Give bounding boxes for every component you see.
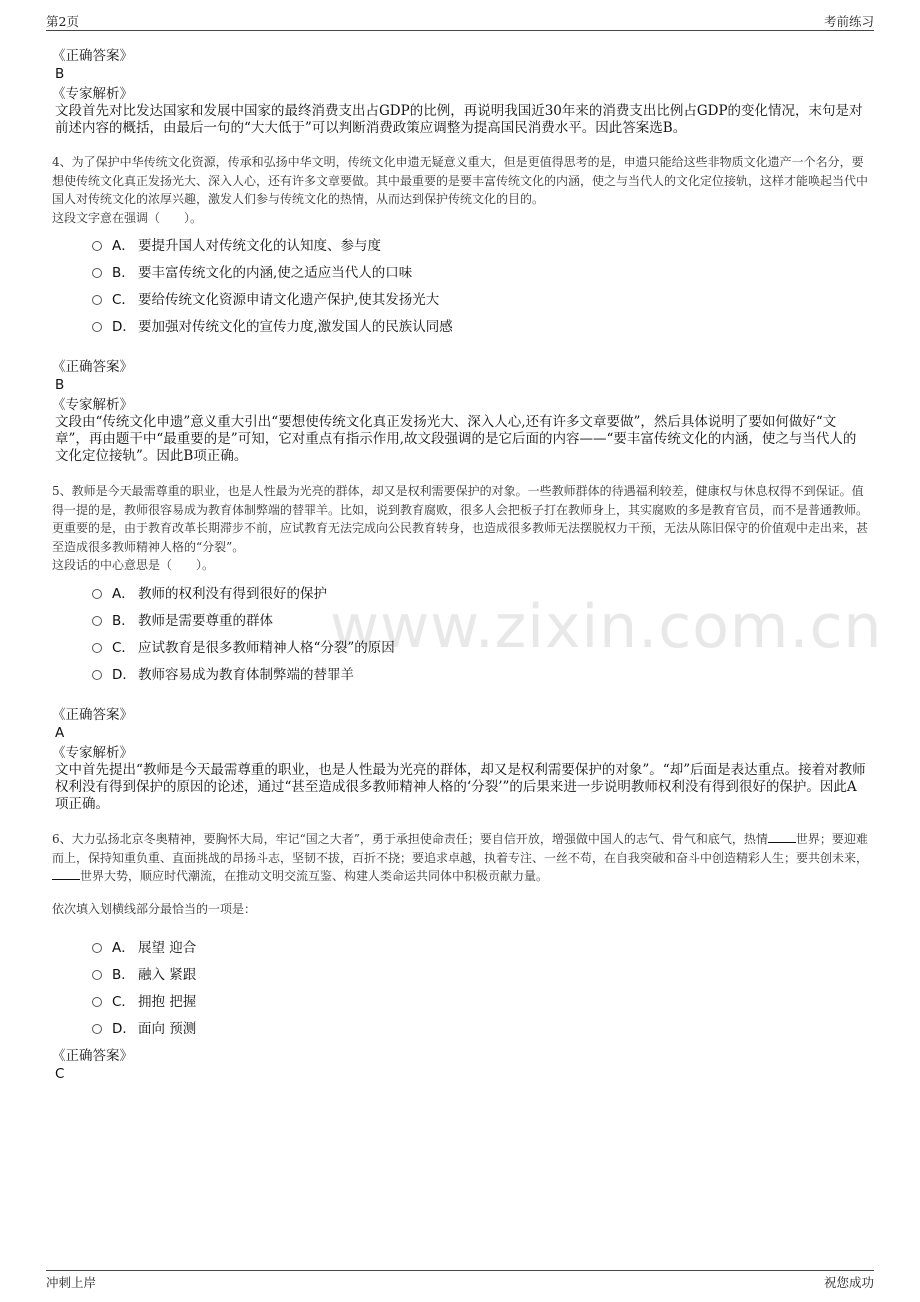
answer-label: 《正确答案》 <box>52 707 133 723</box>
q6-answer-block <box>52 1047 868 1083</box>
question-stem: 依次填入划横线部分最恰当的一项是： <box>52 901 257 916</box>
option-a[interactable]: A． 教师的权利没有得到很好的保护 <box>92 578 792 605</box>
radio-button[interactable] <box>92 670 102 680</box>
question-text: 4、为了保护中华传统文化资源，传承和弘扬中华文明，传统文化申遗无疑意义重大，但是更值得思考的是，申遗只能给这些非物质文化遗产一个名分，要想使传统文化真正发扬光大、深入人心，还有许多文章要做。其中最重要的是要丰富传统文化的内涵，使之与当代人的文化定位接轨，这样才能唤起当代中国人对传统文化的浓厚兴趣，激发人们参与传统文化的热情，从而达到保护传统文化的目的。 <box>52 155 869 206</box>
option-b[interactable]: B． 要丰富传统文化的内涵,使之适应当代人的口味 <box>92 257 792 284</box>
option-d[interactable]: D． 面向 预测 <box>92 1013 792 1040</box>
answer-value: B <box>55 66 65 82</box>
question-6 <box>52 830 868 918</box>
option-c[interactable]: C． 应试教育是很多教师精神人格“分裂”的原因 <box>92 632 792 659</box>
option-d[interactable]: D． 要加强对传统文化的宣传力度,激发国人的民族认同感 <box>92 311 792 338</box>
answer-value: B <box>55 377 65 393</box>
question-4 <box>52 153 868 227</box>
blank-line <box>52 867 80 880</box>
header-title: 考前练习 <box>823 14 874 29</box>
q4-answer-block <box>52 358 868 465</box>
q3-answer-block <box>52 47 868 137</box>
q6-options <box>92 932 792 1040</box>
radio-button[interactable] <box>92 241 102 251</box>
analysis-text: 文中首先提出“教师是今天最需尊重的职业，也是人性最为光亮的群体，却又是权利需要保护的对象”。“却”后面是表达重点。接着对教师权利没有得到保护的原因的论述，通过“甚至造成很多教师精神人格的‘分裂’”的后果来进一步说明教师权利没有得到很好的保护。因此A项正确。 <box>55 762 866 812</box>
answer-label: 《正确答案》 <box>52 1048 133 1064</box>
blank-line <box>768 830 796 843</box>
analysis-label: 《专家解析》 <box>52 745 133 761</box>
question-stem: 这段话的中心意思是（ ）。 <box>52 558 215 572</box>
radio-button[interactable] <box>92 295 102 305</box>
analysis-text: 文段由“传统文化申遗”意义重大引出“要想使传统文化真正发扬光大、深入人心,还有许多文章要做”，然后具体说明了要如何做好“文章”，再由题干中“最重要的是”可知，它对重点有指示作用,故文段强调的是它后面的内容——“要丰富传统文化的内涵，使之与当代人的文化定位接轨”。因此B项正确。 <box>55 414 857 464</box>
option-d[interactable]: D． 教师容易成为教育体制弊端的替罪羊 <box>92 659 792 686</box>
watermark: www.zixin.com.cn <box>330 592 883 662</box>
radio-button[interactable] <box>92 322 102 332</box>
option-b[interactable]: B． 教师是需要尊重的群体 <box>92 605 792 632</box>
question-text: 6、大力弘扬北京冬奥精神，要胸怀大局，牢记“国之大者”，勇于承担使命责任；要自信开放，增强做中国人的志气、骨气和底气，热情 世界；要迎难而上，保持知重负重、直面挑战的昂扬斗志，坚韧不拔，百折不挠；要追求卓越，执着专注、一丝不苟，在自我突破和奋斗中创造精彩人生；要共创未来，世界大势，顺应时代潮流，在推动文明交流互鉴、构建人类命运共同体中积极贡献力量。 <box>52 832 869 883</box>
question-5 <box>52 482 868 574</box>
answer-value: C <box>55 1066 65 1082</box>
page-number: 第2页 <box>46 14 79 29</box>
page-footer <box>46 1270 874 1291</box>
question-stem: 这段文字意在强调（ ）。 <box>52 210 203 225</box>
radio-button[interactable] <box>92 589 102 599</box>
page-header <box>46 12 874 31</box>
radio-button[interactable] <box>92 997 102 1007</box>
footer-left: 冲刺上岸 <box>46 1275 97 1290</box>
answer-label: 《正确答案》 <box>52 48 133 64</box>
analysis-label: 《专家解析》 <box>52 397 133 413</box>
radio-button[interactable] <box>92 616 102 626</box>
answer-value: A <box>55 725 65 741</box>
q4-options <box>92 230 792 338</box>
q5-options <box>92 578 792 686</box>
footer-right: 祝您成功 <box>823 1275 874 1290</box>
option-c[interactable]: C． 要给传统文化资源申请文化遗产保护,使其发扬光大 <box>92 284 792 311</box>
radio-button[interactable] <box>92 643 102 653</box>
option-a[interactable]: A． 要提升国人对传统文化的认知度、参与度 <box>92 230 792 257</box>
option-b[interactable]: B． 融入 紧跟 <box>92 959 792 986</box>
analysis-text: 文段首先对比发达国家和发展中国家的最终消费支出占GDP的比例，再说明我国近30年来的消费支出比例占GDP的变化情况，末句是对前述内容的概括，由最后一句的“大大低于”可以判断消费政策应调整为提高国民消费水平。因此答案选B。 <box>55 103 863 136</box>
radio-button[interactable] <box>92 268 102 278</box>
option-c[interactable]: C． 拥抱 把握 <box>92 986 792 1013</box>
answer-label: 《正确答案》 <box>52 359 133 375</box>
analysis-label: 《专家解析》 <box>52 86 133 102</box>
question-text: 5、教师是今天最需尊重的职业，也是人性最为光亮的群体，却又是权利需要保护的对象。一些教师群体的待遇福利较差，健康权与休息权得不到保证。值得一提的是，教师很容易成为教育体制弊端的替罪羊。比如，说到教育腐败，很多人会把板子打在教师身上，其实腐败的多是教育官员，而不是普通教师。更重要的是，由于教育改革长期滞步不前，应试教育无法完成向公民教育转身，也造成很多教师无法摆脱权力干预，无法从陈旧保守的价值观中走出来，甚至造成很多教师精神人格的“分裂”。 <box>52 484 869 554</box>
radio-button[interactable] <box>92 943 102 953</box>
q5-answer-block <box>52 706 868 813</box>
radio-button[interactable] <box>92 970 102 980</box>
radio-button[interactable] <box>92 1024 102 1034</box>
option-a[interactable]: A． 展望 迎合 <box>92 932 792 959</box>
